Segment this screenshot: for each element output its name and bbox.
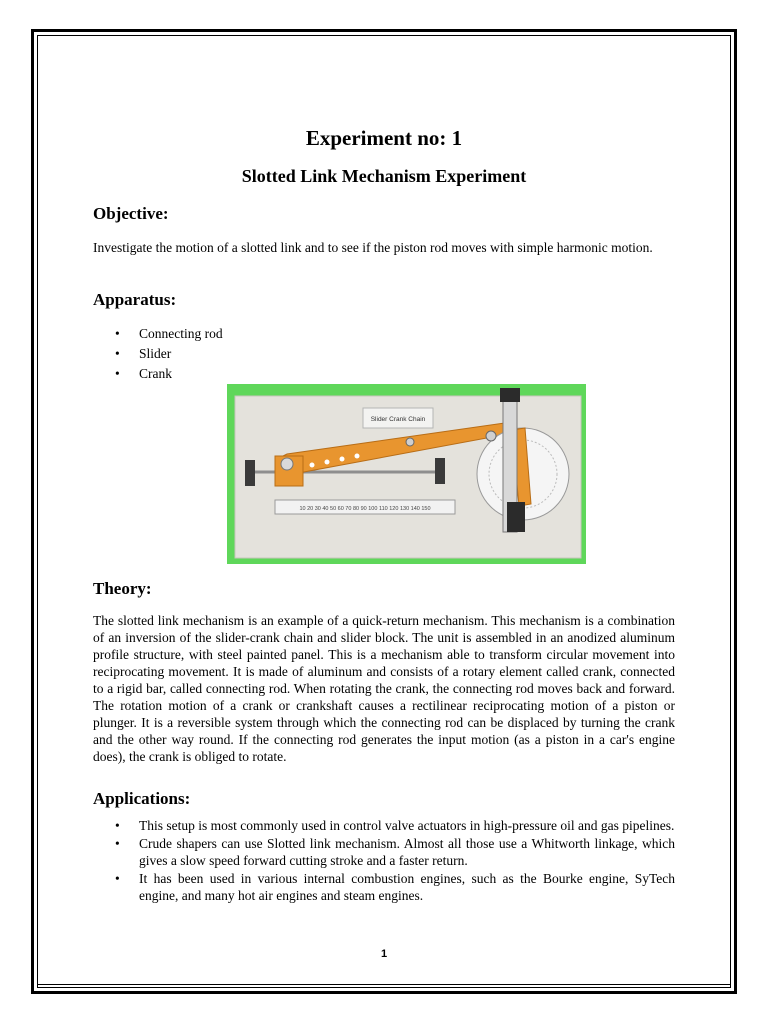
objective-text: Investigate the motion of a slotted link and to see if the piston rod moves with simple harmonic motion. — [93, 240, 653, 255]
bullet-icon: • — [115, 346, 120, 361]
page-title: Experiment no: 1 — [305, 126, 463, 150]
theory-heading: Theory: — [93, 579, 152, 598]
link-cap-top — [500, 388, 520, 402]
ruler-label: 10 20 30 40 50 60 70 80 90 100 110 120 130 140 150 — [299, 506, 431, 512]
pivot-pin — [486, 431, 496, 441]
rod-support-right — [435, 458, 445, 484]
apparatus-photo — [227, 384, 586, 564]
slider-pin — [281, 458, 293, 470]
applications-heading: Applications: — [93, 789, 191, 808]
link-cap-bottom — [507, 502, 525, 532]
bullet-icon: • — [115, 818, 120, 833]
crank-pin — [406, 438, 414, 446]
page-subtitle: Slotted Link Mechanism Experiment — [241, 166, 527, 186]
rod-hole — [340, 457, 345, 462]
page-number: 1 — [380, 948, 388, 960]
rod-support-left — [245, 460, 255, 486]
applications-list — [93, 817, 675, 905]
footer-rule — [37, 984, 731, 985]
rod-hole — [325, 460, 330, 465]
list-item: • Connecting rod — [93, 324, 675, 344]
rod-hole — [355, 454, 360, 459]
apparatus-heading: Apparatus: — [93, 290, 177, 309]
bullet-icon: • — [115, 871, 120, 886]
theory-text: The slotted link mechanism is an example of a quick-return mechanism. This mechanism is a combination of an inversion of the slider-crank chain and slider block. The unit is assembled in an anodized aluminum profile structure, with steel painted panel. This is a mechanism able to transform circular movement into reciprocating movement. It is made of aluminum and consists of a rotary element called crank, connected to a rigid bar, called connecting rod. When rotating the crank, the connecting rod moves back and forward. The rotation motion of a crank or crankshaft causes a rectilinear reciprocating motion of a piston or plunger. It is a reversible system through which the connecting rod can be displaced by turning the crank and the other way round. If the connecting rod generates the input motion (as a piston in a car's engine does), the crank is obliged to rotate. — [93, 613, 675, 764]
bullet-icon: • — [115, 326, 120, 341]
list-item: • Crank — [93, 364, 675, 384]
apparatus-list — [93, 324, 675, 384]
list-item: • It has been used in various internal combustion engines, such as the Bourke engine, SyTech engine, and many hot air engines and steam engines. — [115, 871, 675, 903]
list-item: • Crude shapers can use Slotted link mechanism. Almost all those use a Whitworth linkage, which gives a slow speed forward cutting stroke and a faster return. — [115, 836, 675, 868]
bullet-icon: • — [115, 836, 120, 851]
bullet-icon: • — [115, 366, 120, 381]
list-item: • This setup is most commonly used in control valve actuators in high-pressure oil and gas pipelines. — [115, 818, 675, 833]
objective-heading: Objective: — [93, 204, 169, 223]
panel-label: Slider Crank Chain — [370, 416, 426, 423]
list-item: • Slider — [93, 344, 675, 364]
rod-hole — [310, 463, 315, 468]
